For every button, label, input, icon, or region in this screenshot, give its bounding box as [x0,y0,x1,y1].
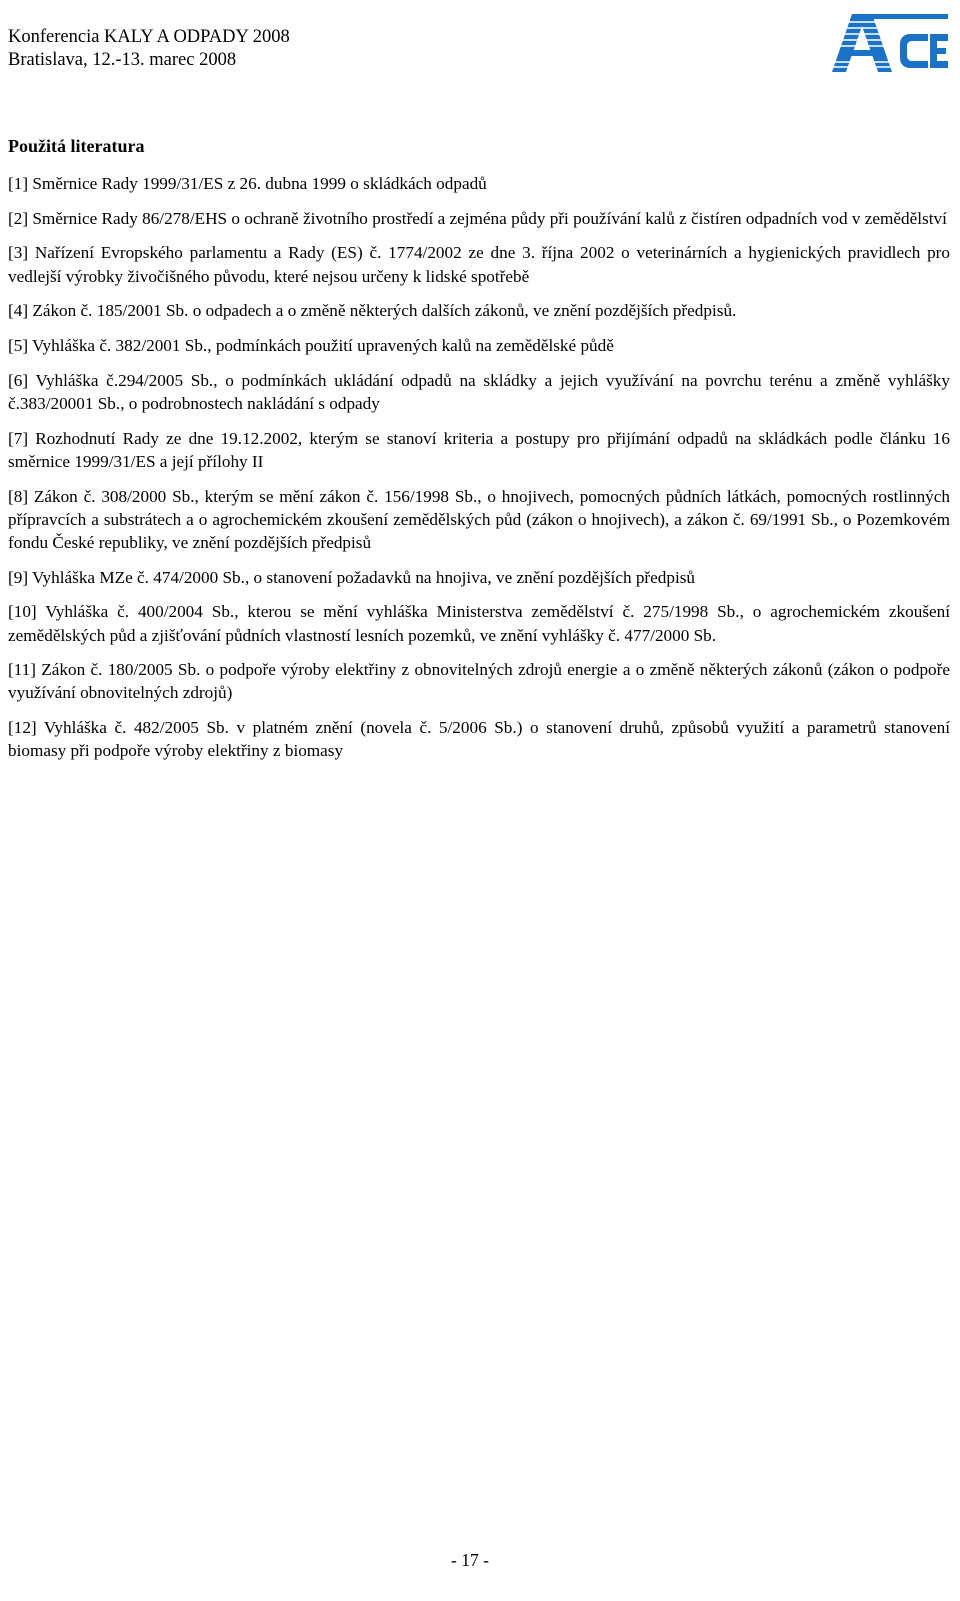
page-number: - 17 - [451,1550,489,1570]
reference-list [8,172,950,774]
reference-item: [10] Vyhláška č. 400/2004 Sb., kterou se mění vyhláška Ministerstva zemědělství č. 275/1998 Sb., o agrochemickém zkoušení zemědělských půd a zjišťování půdních vlastností lesních pozemků, ve znění vyhlášky č. 477/2000 Sb. [8,602,950,645]
reference-item: [12] Vyhláška č. 482/2005 Sb. v platném znění (novela č. 5/2006 Sb.) o stanovení druhů, způsobů využití a parametrů stanovení biomasy při podpoře výroby elektřiny z biomasy [8,718,950,761]
reference-item: [11] Zákon č. 180/2005 Sb. o podpoře výroby elektřiny z obnovitelných zdrojů energie a o změně některých zákonů (zákon o podpoře využívání obnovitelných zdrojů) [8,660,950,703]
header-text [8,26,290,72]
reference-item: [1] Směrnice Rady 1999/31/ES z 26. dubna 1999 o skládkách odpadů [8,174,487,193]
reference-item: [4] Zákon č. 185/2001 Sb. o odpadech a o změně některých dalších zákonů, ve znění pozdějších předpisů. [8,301,737,321]
conference-location-date: Bratislava, 12.-13. marec 2008 [8,50,237,70]
page-footer [0,1550,960,1571]
conference-title: Konferencia KALY A ODPADY 2008 [8,27,290,47]
reference-item: [2] Směrnice Rady 86/278/EHS o ochraně životního prostředí a zejména půdy při používání kalů z čistíren odpadních vod v zemědělství [8,208,947,228]
reference-item: [5] Vyhláška č. 382/2001 Sb., podmínkách použití upravených kalů na zemědělské půdě [8,336,614,356]
page-header [8,26,948,86]
ace-logo [830,10,948,74]
reference-item: [3] Nařízení Evropského parlamentu a Rady (ES) č. 1774/2002 ze dne 3. října 2002 o veterinárních a hygienických pravidlech pro vedlejší výrobky živočišného původu, které nejsou určeny k lidské spotřebě [8,243,950,286]
reference-item: [7] Rozhodnutí Rady ze dne 19.12.2002, kterým se stanoví kriteria a postupy pro přijímání odpadů na skládkách podle článku 16 směrnice 1999/31/ES a její přílohy II [8,428,950,471]
reference-item: [6] Vyhláška č.294/2005 Sb., o podmínkách ukládání odpadů na skládky a jejich využívání na povrchu terénu a změně vyhlášky č.383/20001 Sb., o podrobnostech nakládání s odpady [8,370,950,413]
reference-item: [9] Vyhláška MZe č. 474/2000 Sb., o stanovení požadavků na hnojiva, ve znění pozdějších předpisů [8,567,696,587]
section-heading: Použitá literatura [8,136,145,156]
reference-item: [8] Zákon č. 308/2000 Sb., kterým se mění zákon č. 156/1998 Sb., o hnojivech, pomocných půdních látkách, pomocných rostlinných přípravcích a substrátech a o agrochemickém zkoušení zemědělských půd (zákon o hnojivech), a zákon č. 69/1991 Sb., o Pozemkovém fondu České republiky, ve znění pozdějších předpisů [8,486,950,552]
